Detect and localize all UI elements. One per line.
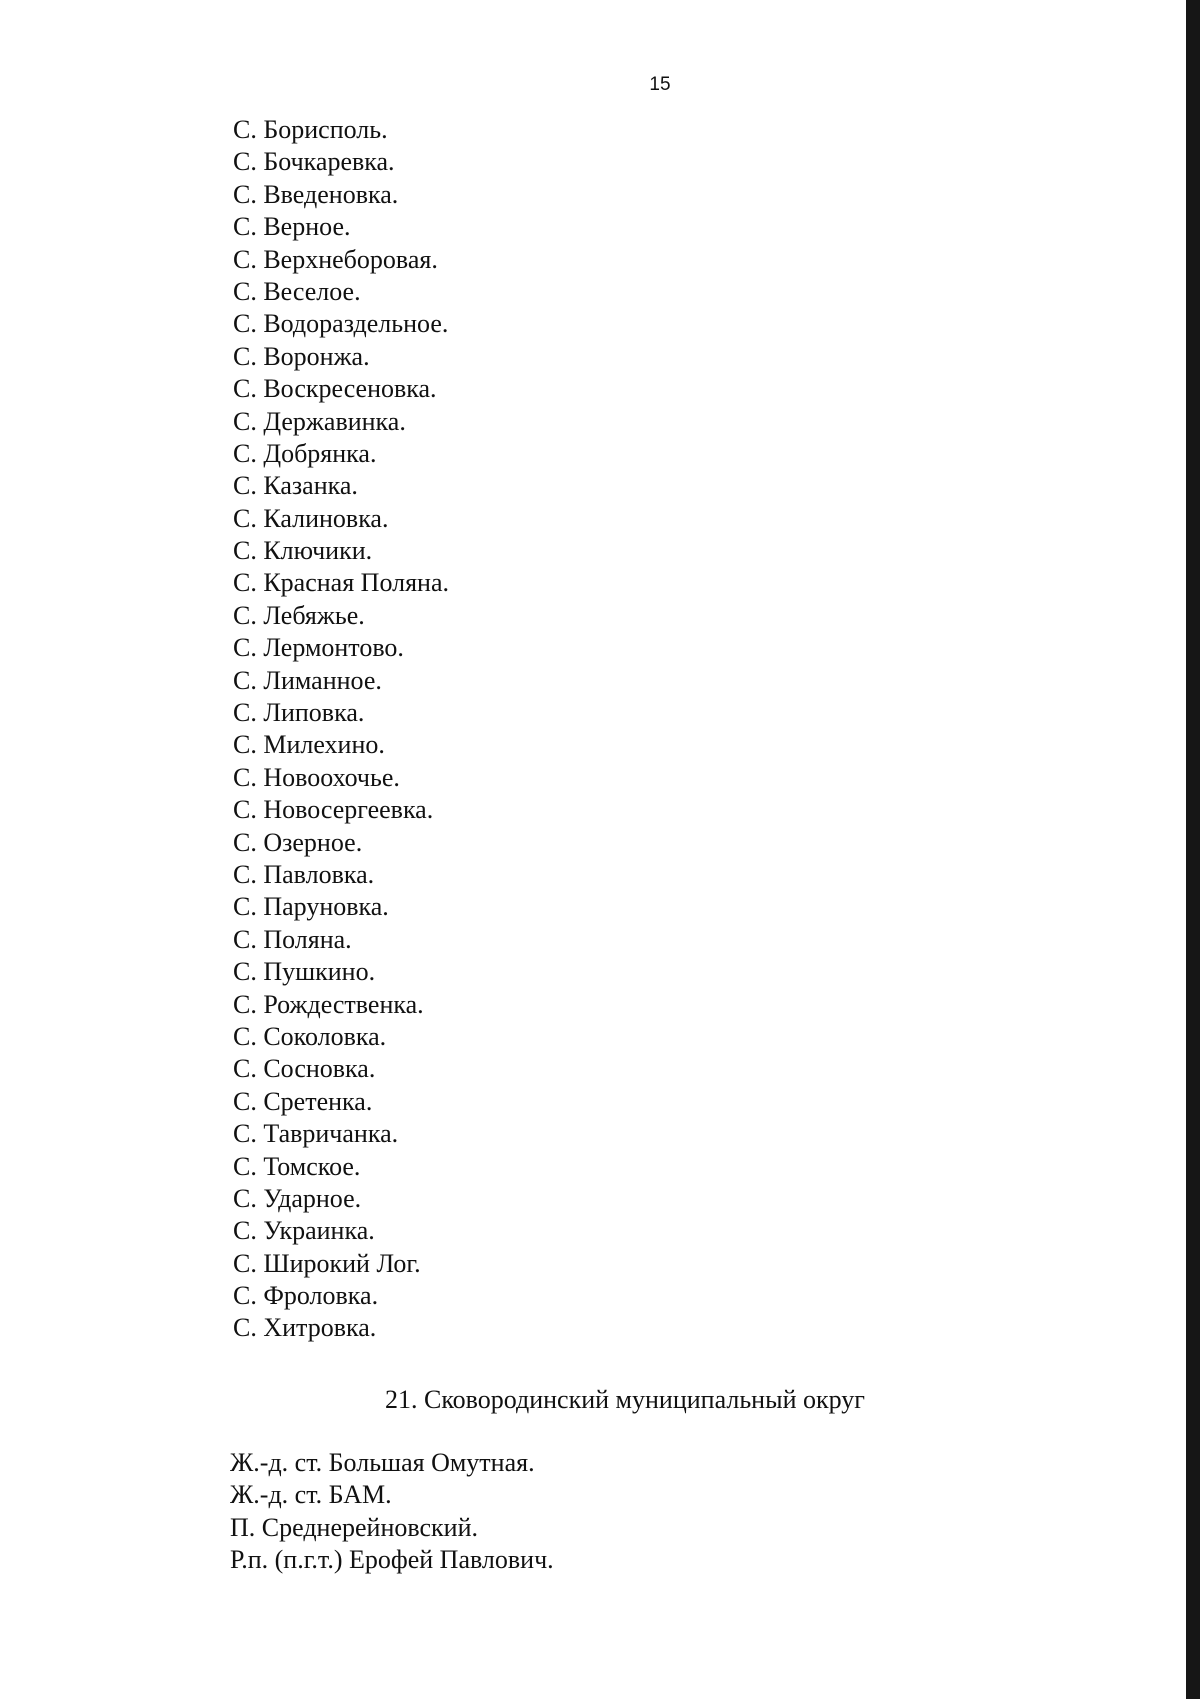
list-item: С. Калиновка.	[233, 503, 389, 533]
list-item: С. Озерное.	[233, 827, 363, 857]
list-item: С. Введеновка.	[233, 179, 399, 209]
list-item: С. Красная Поляна.	[233, 568, 449, 598]
list-item: С. Лиманное.	[233, 665, 382, 695]
list-item: С. Верное.	[233, 212, 351, 242]
list-item: С. Сосновка.	[233, 1054, 376, 1084]
list-item: С. Новосергеевка.	[233, 795, 434, 825]
list-item: С. Добрянка.	[233, 438, 377, 468]
list-item: С. Пушкино.	[233, 957, 376, 987]
list-item: С. Паруновка.	[233, 892, 389, 922]
list-item: С. Милехино.	[233, 730, 385, 760]
list-item: С. Поляна.	[233, 924, 352, 954]
list-item: С. Новоохочье.	[233, 762, 400, 792]
page-number: 15	[649, 74, 671, 95]
list-item: Ж.-д. ст. БАМ.	[230, 1480, 392, 1510]
list-item: С. Водораздельное.	[233, 309, 449, 339]
list-item: Ж.-д. ст. Большая Омутная.	[230, 1448, 535, 1477]
list-item: С. Хитровка.	[233, 1313, 377, 1343]
list-item: С. Бочкаревка.	[233, 147, 395, 177]
settlement-list-district-21	[230, 1447, 554, 1577]
list-item: С. Державинка.	[233, 406, 406, 436]
list-item: С. Широкий Лог.	[233, 1248, 421, 1278]
list-item: П. Среднерейновский.	[230, 1512, 478, 1542]
list-item: С. Борисполь.	[233, 115, 388, 144]
list-item: С. Воронжа.	[233, 341, 370, 371]
list-item: С. Ударное.	[233, 1183, 362, 1213]
list-item: С. Лермонтово.	[233, 633, 404, 663]
list-item: С. Украинка.	[233, 1216, 375, 1246]
list-item: С. Фроловка.	[233, 1281, 379, 1311]
list-item: С. Воскресеновка.	[233, 374, 437, 404]
list-item: С. Рождественка.	[233, 989, 424, 1019]
list-item: С. Казанка.	[233, 471, 358, 501]
section-heading: 21. Сковородинский муниципальный округ	[385, 1385, 865, 1414]
list-item: С. Томское.	[233, 1151, 361, 1181]
list-item: С. Липовка.	[233, 698, 365, 728]
list-item: С. Веселое.	[233, 276, 361, 306]
list-item: С. Павловка.	[233, 859, 375, 889]
list-item: С. Соколовка.	[233, 1021, 387, 1051]
list-item: С. Тавричанка.	[233, 1119, 399, 1149]
list-item: Р.п. (п.г.т.) Ерофей Павлович.	[230, 1545, 554, 1575]
list-item: С. Сретенка.	[233, 1086, 373, 1116]
settlement-list	[233, 114, 449, 1345]
scan-edge	[1186, 0, 1200, 1699]
list-item: С. Верхнеборовая.	[233, 244, 438, 274]
list-item: С. Лебяжье.	[233, 600, 365, 630]
list-item: С. Ключики.	[233, 536, 373, 566]
